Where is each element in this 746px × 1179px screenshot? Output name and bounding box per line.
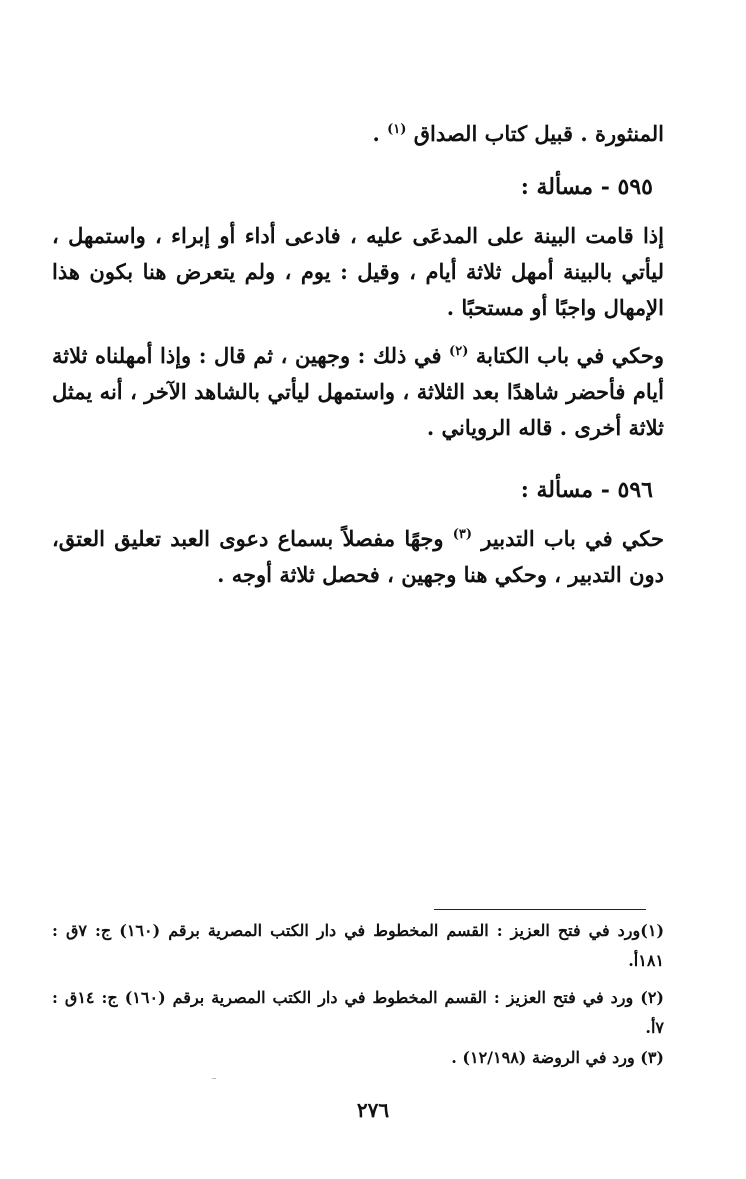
- footnote-2: (٢) ورد في فتح العزيز : القسم المخطوط في دار الكتب المصرية برقم (١٦٠) ج: ١٤ق : ٧أ.: [52, 988, 664, 1037]
- footnote-1: (١)ورد في فتح العزيز : القسم المخطوط في دار الكتب المصرية برقم (١٦٠) ج: ٧ق : ١٨١أ.: [52, 921, 665, 970]
- paragraph-kitaba-rest: في ذلك : وجهين ، ثم قال : وإذا أمهلناه ثلاثة أيام فأحضر شاهدًا بعد الثلاثة ، واستمهل ليأتي بالشاهد الآخر ، أنه يمثل ثلاثة أخرى . قاله الروياني .: [52, 343, 664, 440]
- section-heading-596: ٥٩٦ - مسألة :: [520, 477, 653, 503]
- paragraph-intro: [52, 116, 664, 152]
- paragraph-596-rest: وجهًا مفصلاً بسماع دعوى العبد تعليق العتق، دون التدبير ، وحكي هنا وجهين ، فحصل ثلاثة أوجه .: [52, 526, 664, 587]
- footnote-ref-1[interactable]: (١): [387, 122, 407, 137]
- paragraph-intro-text: المنثورة . قبيل كتاب الصداق: [413, 121, 664, 146]
- paragraph-596-start: حكي في باب التدبير: [481, 526, 664, 551]
- footnote-ref-2[interactable]: (٢): [449, 344, 469, 359]
- paragraph-kitaba-start: وحكي في باب الكتابة: [475, 343, 664, 368]
- footnote-3: (٣) ورد في الروضة (١٢/١٩٨) .: [451, 1048, 664, 1067]
- scan-speck: [212, 1078, 216, 1079]
- page-number: ٢٧٦: [356, 1098, 390, 1122]
- footnote-ref-3[interactable]: (٣): [452, 527, 473, 542]
- paragraph-intro-end: .: [372, 121, 388, 146]
- paragraph-596: [52, 521, 664, 593]
- paragraph-kitaba: [52, 338, 664, 446]
- paragraph-595: إذا قامت البينة على المدعَى عليه ، فادعى أداء أو إبراء ، واستمهل ، ليأتي بالبينة أمهل ثلاثة أيام ، وقيل : يوم ، ولم يتعرض هنا بكون هذا الإمهال واجبًا أو مستحبًا .: [52, 223, 664, 320]
- section-heading-595: ٥٩٥ - مسألة :: [520, 174, 653, 200]
- footnote-divider: [434, 909, 646, 910]
